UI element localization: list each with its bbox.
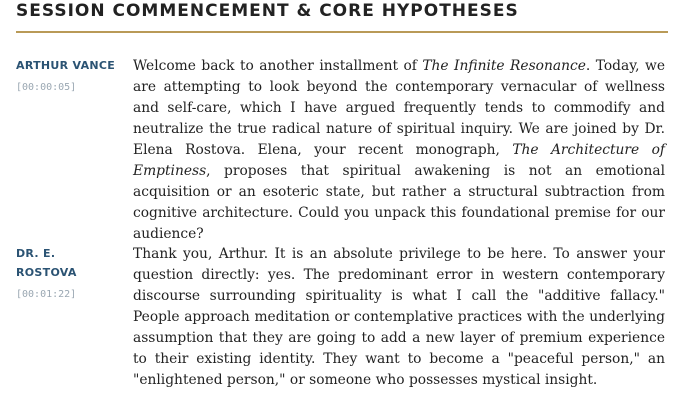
speech-segment: , proposes that spiritual awakening is not an emotional acquisition or an esoteric state, but rather a structural subtraction from cognitive architecture. Could you unpack this foundational premise for our audience? [133, 163, 665, 242]
speaker-label [16, 244, 126, 304]
speaker-name: DR. E. [16, 247, 56, 260]
speech-segment: Welcome back to another installment of [133, 58, 423, 74]
timestamp: [00:00:05] [16, 82, 77, 93]
speech-text [133, 56, 665, 245]
timestamp: [00:01:22] [16, 289, 77, 300]
section-title: SESSION COMMENCEMENT & CORE HYPOTHESES [16, 1, 519, 21]
speech-segment: . Today, we are attempting to look beyond the contemporary vernacular of wellness and self-care, which I have argued frequently tends to commodify and neutralize the true radical nature of spiritual inquiry. We are joined by Dr. Elena Rostova. Elena, your recent monograph, [133, 58, 665, 158]
speaker-name: ROSTOVA [16, 266, 77, 279]
speaker-name: ARTHUR VANCE [16, 59, 116, 72]
book-title: The Architecture of Emptiness [133, 142, 665, 179]
show-title: The Infinite Resonance [422, 58, 586, 74]
speaker-label [16, 56, 126, 97]
speech-text: Thank you, Arthur. It is an absolute privilege to be here. To answer your question directly: yes. The predominant error in western contemporary discourse surrounding spirituality is what I call the "additive fallacy." People approach meditation or contemplative practices with the underlying assumption that they are going to add a new layer of premium experience to their existing identity. They want to become a "peaceful person," an "enlightened person," or someone who possesses mystical insight. [133, 246, 665, 388]
section-divider [16, 31, 668, 33]
